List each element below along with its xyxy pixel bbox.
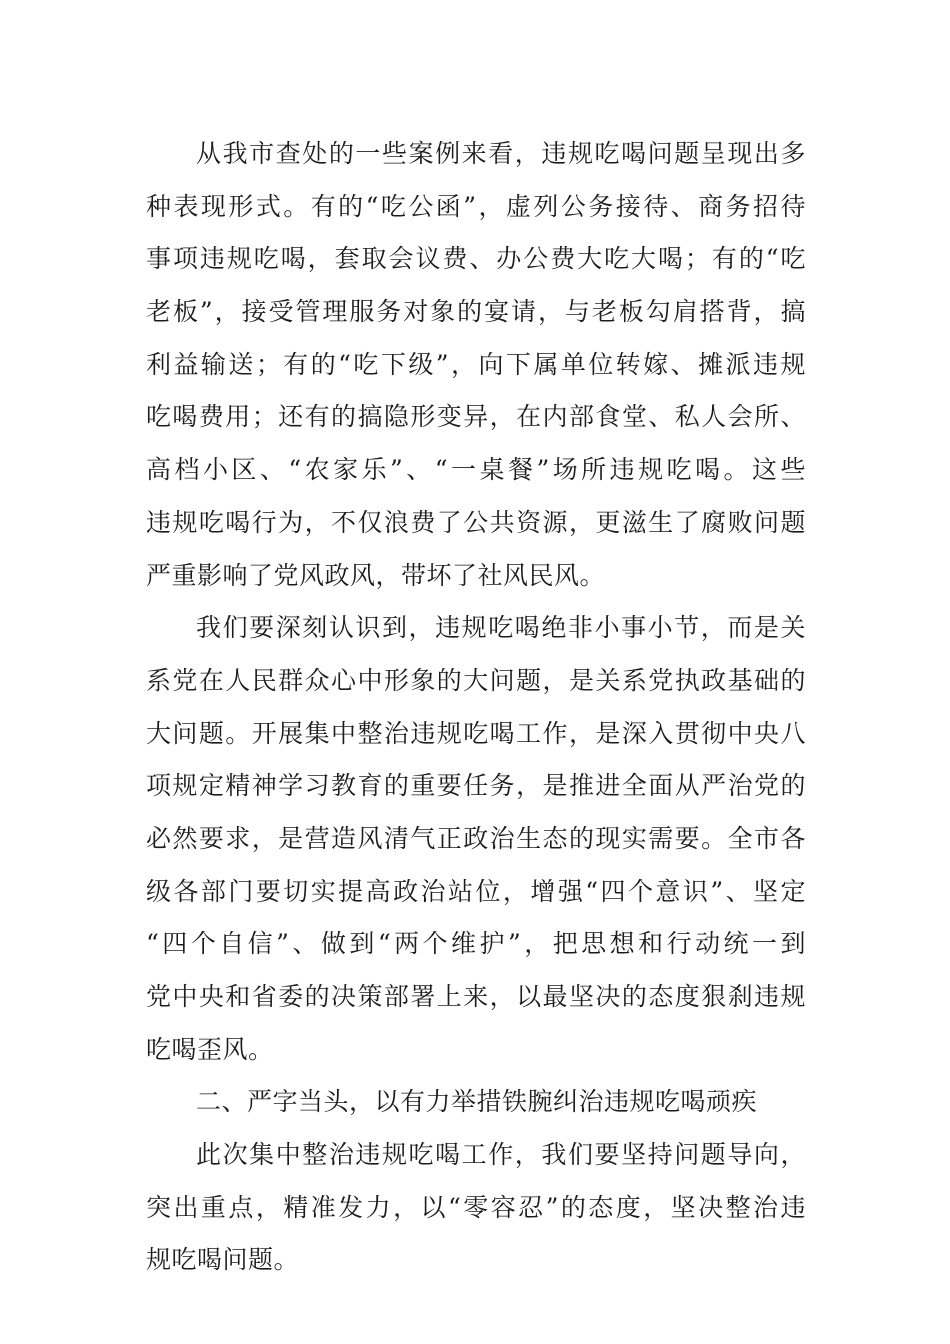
section-heading-text: 二、严字当头，以有力举措铁腕纠治违规吃喝顽疾 — [196, 1087, 758, 1117]
text-line: 违规吃喝行为，不仅浪费了公共资源，更滋生了腐败问题 — [146, 507, 806, 537]
text-line: 大问题。开展集中整治违规吃喝工作，是深入贯彻中央八 — [146, 718, 806, 748]
text-line: 系党在人民群众心中形象的大问题，是关系党执政基础的 — [146, 665, 806, 695]
text-line: 严重影响了党风政风，带坏了社风民风。 — [146, 560, 606, 590]
text-line: 老板”，接受管理服务对象的宴请，与老板勾肩搭背，搞 — [146, 297, 806, 327]
text-line: 事项违规吃喝，套取会议费、办公费大吃大喝；有的“吃 — [146, 244, 806, 274]
text-line: 必然要求，是营造风清气正政治生态的现实需要。全市各 — [146, 823, 806, 853]
text-line: 种表现形式。有的“吃公函”，虚列公务接待、商务招待 — [146, 191, 806, 221]
text-line: 吃喝歪风。 — [146, 1034, 274, 1064]
text-line: 项规定精神学习教育的重要任务，是推进全面从严治党的 — [146, 771, 806, 801]
paragraph-significance — [146, 602, 806, 1076]
paragraph-rectification — [146, 1129, 806, 1287]
text-line: 利益输送；有的“吃下级”，向下属单位转嫁、摊派违规 — [146, 349, 806, 379]
text-line: 突出重点，精准发力，以“零容忍”的态度，坚决整治违 — [146, 1192, 806, 1222]
text-line: 此次集中整治违规吃喝工作，我们要坚持问题导向， — [196, 1140, 806, 1170]
text-line: 高档小区、“农家乐”、“一桌餐”场所违规吃喝。这些 — [146, 455, 806, 485]
text-line: “四个自信”、做到“两个维护”，把思想和行动统一到 — [146, 929, 806, 959]
text-line: 级各部门要切实提高政治站位，增强“四个意识”、坚定 — [146, 876, 806, 906]
text-line: 规吃喝问题。 — [146, 1245, 300, 1275]
text-line: 党中央和省委的决策部署上来，以最坚决的态度狠刹违规 — [146, 982, 806, 1011]
paragraph-case-forms — [146, 128, 806, 602]
text-line: 从我市查处的一些案例来看，违规吃喝问题呈现出多 — [196, 139, 806, 168]
section-heading — [146, 1076, 806, 1129]
text-line: 吃喝费用；还有的搞隐形变异，在内部食堂、私人会所、 — [146, 402, 806, 432]
text-line: 我们要深刻认识到，违规吃喝绝非小事小节，而是关 — [196, 613, 806, 643]
document-body — [146, 128, 806, 1287]
